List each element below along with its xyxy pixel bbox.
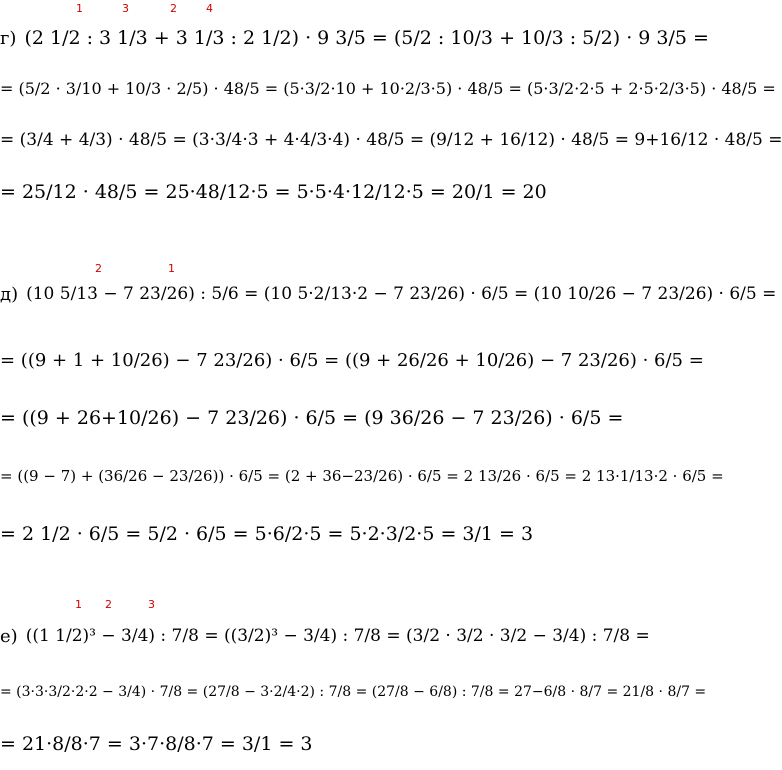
- equation-text: = ((9 + 1 + 10/26) − 7 23/26) · 6/5 = ((9 + 26/26 + 10/26) − 7 23/26) · 6/5 =: [0, 349, 704, 371]
- equation-line: [0, 722, 313, 766]
- order-mark: 1: [76, 2, 83, 15]
- equation-line: [0, 512, 533, 556]
- equation-text: = 25/12 · 48/5 = 25·48/12·5 = 5·5·4·12/12·5 = 20/1 = 20: [0, 181, 547, 203]
- equation-text: = (3/4 + 4/3) · 48/5 = (3·3/4·3 + 4·4/3·4) · 48/5 = (9/12 + 16/12) · 48/5 = 9+16/12 · 48/5 =: [0, 130, 782, 150]
- equation-line: [0, 396, 623, 440]
- equation-text: (2 1/2 : 3 1/3 + 3 1/3 : 2 1/2) · 9 3/5 = (5/2 : 10/3 + 10/3 : 5/2) · 9 3/5 =: [24, 27, 709, 49]
- equation-text: = (3·3·3/2·2·2 − 3/4) · 7/8 = (27/8 − 3·2/4·2) : 7/8 = (27/8 − 6/8) : 7/8 = 27−6/8 · 8/7 = 21/8 · 8/7 =: [0, 684, 707, 700]
- equation-text: (10 5/13 − 7 23/26) : 5/6 = (10 5·2/13·2 − 7 23/26) · 6/5 = (10 10/26 − 7 23/26) · 6/5 =: [26, 284, 777, 304]
- equation-text: = (5/2 · 3/10 + 10/3 · 2/5) · 48/5 = (5·3/2·10 + 10·2/3·5) · 48/5 = (5·3/2·2·5 + 2·5·2/3·5) · 48/5 =: [0, 78, 776, 98]
- order-mark: 3: [148, 598, 155, 611]
- order-mark: 1: [75, 598, 82, 611]
- equation-text: ((1 1/2)³ − 3/4) : 7/8 = ((3/2)³ − 3/4) : 7/8 = (3/2 · 3/2 · 3/2 − 3/4) : 7/8 =: [25, 626, 650, 646]
- equation-line: [0, 454, 724, 498]
- equation-line: [0, 272, 776, 316]
- problem-label: д): [0, 283, 19, 305]
- order-mark: 4: [206, 2, 213, 15]
- order-mark: 2: [95, 262, 102, 275]
- equation-line: [0, 338, 704, 382]
- order-mark: 2: [105, 598, 112, 611]
- equation-line: [0, 614, 650, 658]
- equation-line: [0, 670, 706, 714]
- equation-text: = 21·8/8·7 = 3·7·8/8·7 = 3/1 = 3: [0, 733, 313, 755]
- problem-label: е): [0, 625, 18, 647]
- equation-text: = 2 1/2 · 6/5 = 5/2 · 6/5 = 5·6/2·5 = 5·2·3/2·5 = 3/1 = 3: [0, 523, 534, 545]
- order-mark: 3: [122, 2, 129, 15]
- equation-line: [0, 16, 709, 60]
- equation-text: = ((9 + 26+10/26) − 7 23/26) · 6/5 = (9 36/26 − 7 23/26) · 6/5 =: [0, 407, 624, 429]
- equation-line: [0, 170, 547, 214]
- equation-line: [0, 66, 776, 110]
- problem-label: г): [0, 27, 17, 49]
- equation-text: = ((9 − 7) + (36/26 − 23/26)) · 6/5 = (2 + 36−23/26) · 6/5 = 2 13/26 · 6/5 = 2 13·1/13·2 · 6/5 =: [0, 467, 724, 485]
- equation-line: [0, 118, 782, 162]
- order-mark: 1: [168, 262, 175, 275]
- order-mark: 2: [170, 2, 177, 15]
